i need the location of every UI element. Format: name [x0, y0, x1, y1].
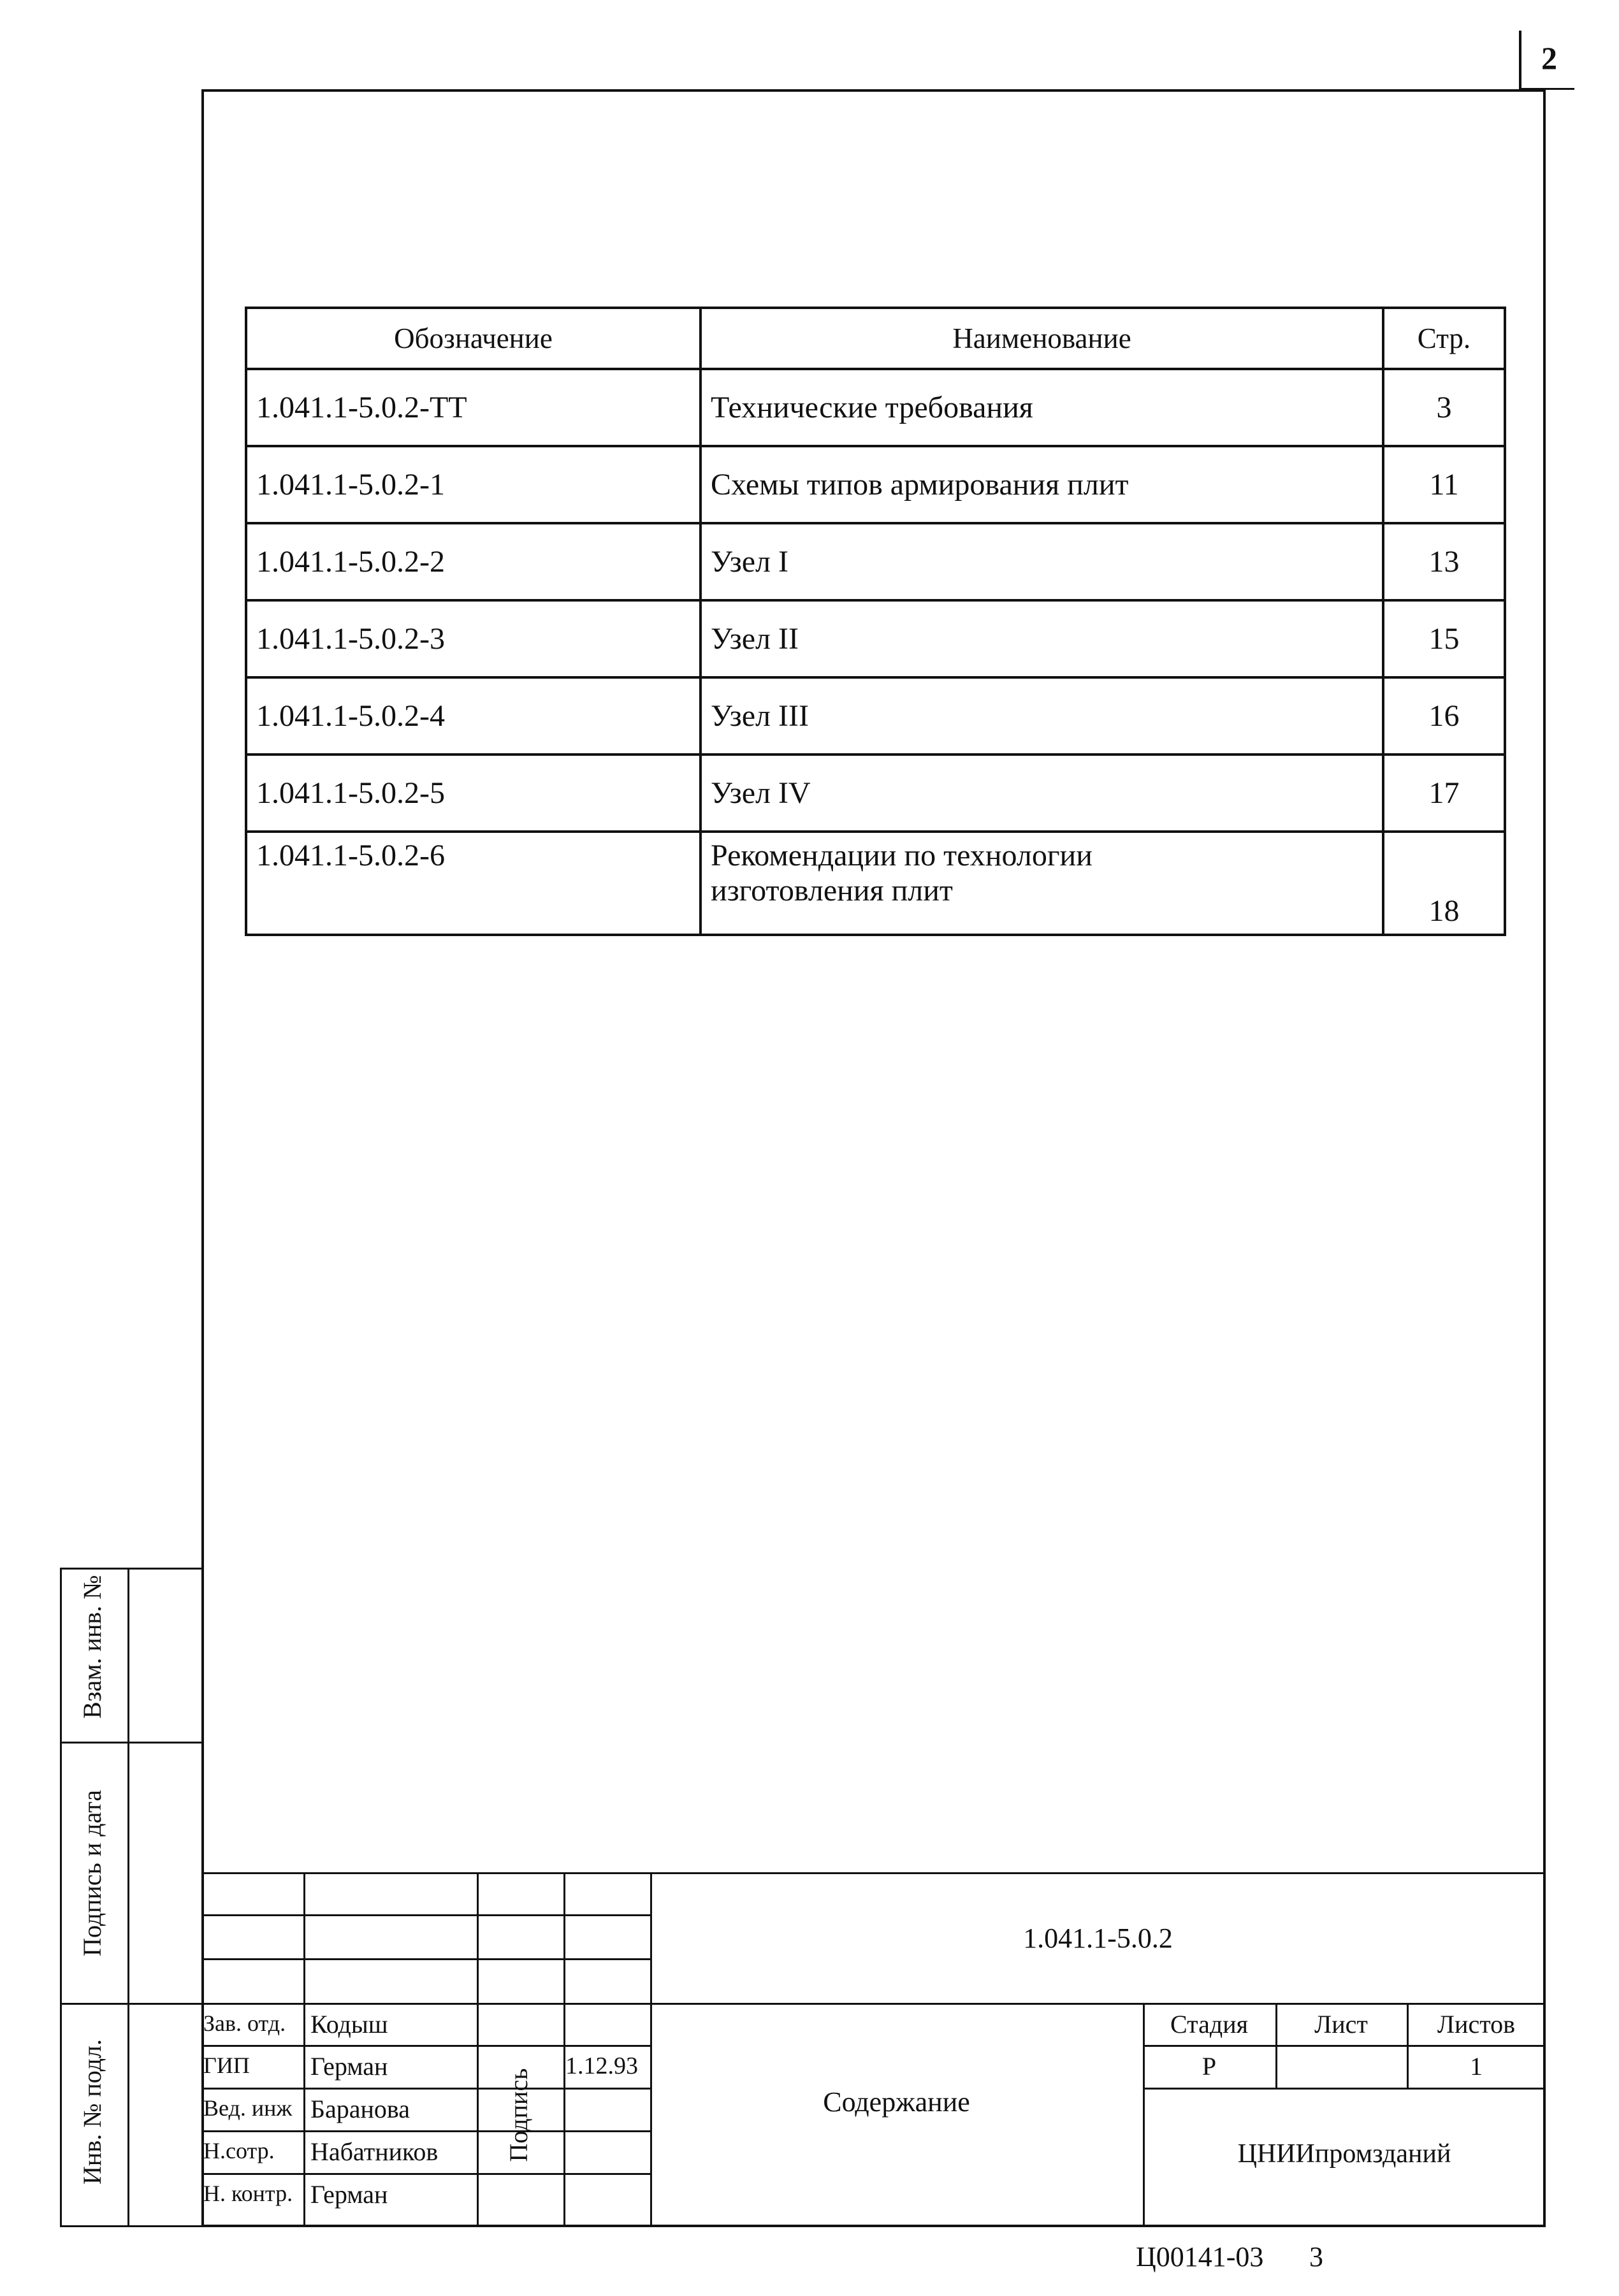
table-row: [246, 677, 1505, 755]
row-name: [701, 832, 1383, 935]
row-page: 18: [1383, 832, 1505, 935]
title-block-line: [201, 2003, 1546, 2005]
role-label: Вед. инж: [203, 2095, 293, 2121]
row-name: Узел IV: [701, 755, 1383, 832]
title-block-line: [201, 1958, 650, 1960]
title-block-col: [303, 1872, 305, 2227]
stage-label: Стадия: [1170, 2010, 1249, 2039]
page-number-divider: [1519, 31, 1521, 89]
role-label: Зав. отд.: [203, 2011, 286, 2036]
approval-date: 1.12.93: [565, 2053, 638, 2079]
person-name: Герман: [310, 2052, 388, 2081]
table-row: [246, 446, 1505, 523]
row-name: Технические требования: [701, 369, 1383, 446]
row-page: 11: [1383, 446, 1505, 523]
podpis-data-label: Подпись и дата: [78, 1789, 106, 1956]
signature-label: Подпись: [504, 2068, 533, 2162]
table-row: [246, 755, 1505, 832]
row-name: Узел II: [701, 600, 1383, 677]
person-name: Набатников: [310, 2137, 439, 2166]
role-label: Н.сотр.: [203, 2138, 275, 2163]
row-name-line: изготовления плит: [711, 874, 953, 907]
title-block-col: [563, 1872, 565, 2227]
row-designation: 1.041.1-5.0.2-1: [246, 446, 701, 523]
table-row: [246, 832, 1505, 935]
row-designation: 1.041.1-5.0.2-5: [246, 755, 701, 832]
row-page: 17: [1383, 755, 1505, 832]
header-page: Стр.: [1383, 308, 1505, 369]
row-designation: 1.041.1-5.0.2-4: [246, 677, 701, 755]
row-page: 3: [1383, 369, 1505, 446]
title-block-top-line: [201, 1872, 1546, 1874]
title-block-line: [201, 2088, 650, 2090]
title-block-line: [201, 2130, 650, 2132]
title-block-line: [1143, 2045, 1546, 2047]
inv-podl-label: Инв. № подл.: [78, 2039, 106, 2184]
row-page: 16: [1383, 677, 1505, 755]
table-row: [246, 523, 1505, 600]
row-designation: 1.041.1-5.0.2-6: [246, 832, 701, 935]
side-stamp-divider: [127, 1568, 129, 2227]
sheets-label: Листов: [1437, 2010, 1516, 2039]
row-name: Узел I: [701, 523, 1383, 600]
contents-table: [245, 307, 1506, 936]
role-label: ГИП: [203, 2053, 250, 2078]
row-designation: 1.041.1-5.0.2-3: [246, 600, 701, 677]
title-block-line: [201, 1914, 650, 1916]
header-designation: Обозначение: [246, 308, 701, 369]
sheets-value: 1: [1470, 2052, 1483, 2081]
sheet-label: Лист: [1314, 2010, 1368, 2039]
row-name: Схемы типов армирования плит: [701, 446, 1383, 523]
row-designation: 1.041.1-5.0.2-ТТ: [246, 369, 701, 446]
role-label: Н. контр.: [203, 2181, 293, 2206]
side-stamp-line: [60, 2003, 201, 2005]
archive-page: 3: [1309, 2241, 1323, 2272]
person-name: Баранова: [310, 2095, 410, 2123]
person-name: Герман: [310, 2180, 388, 2209]
title-block-line: [201, 2173, 650, 2175]
stage-value: Р: [1202, 2052, 1217, 2081]
archive-code: Ц00141-03: [1136, 2241, 1264, 2272]
vzam-inv-label: Взам. инв. №: [78, 1575, 106, 1719]
document-code: 1.041.1-5.0.2: [1023, 1923, 1173, 1954]
header-name: Наименование: [701, 308, 1383, 369]
row-name-line: Рекомендации по технологии: [711, 839, 1093, 872]
document-title: Содержание: [823, 2086, 970, 2118]
table-row: [246, 369, 1505, 446]
table-row: [246, 600, 1505, 677]
page-number: 2: [1541, 40, 1557, 76]
row-name: Узел III: [701, 677, 1383, 755]
row-designation: 1.041.1-5.0.2-2: [246, 523, 701, 600]
table-header-row: [246, 308, 1505, 369]
row-page: 15: [1383, 600, 1505, 677]
title-block-line: [201, 2045, 650, 2047]
row-page: 13: [1383, 523, 1505, 600]
person-name: Кодыш: [310, 2010, 388, 2039]
title-block-line: [1143, 2088, 1546, 2090]
organization-name: ЦНИИпромзданий: [1237, 2139, 1451, 2169]
title-block-col: [477, 1872, 479, 2227]
side-stamp-line: [60, 1742, 201, 1744]
